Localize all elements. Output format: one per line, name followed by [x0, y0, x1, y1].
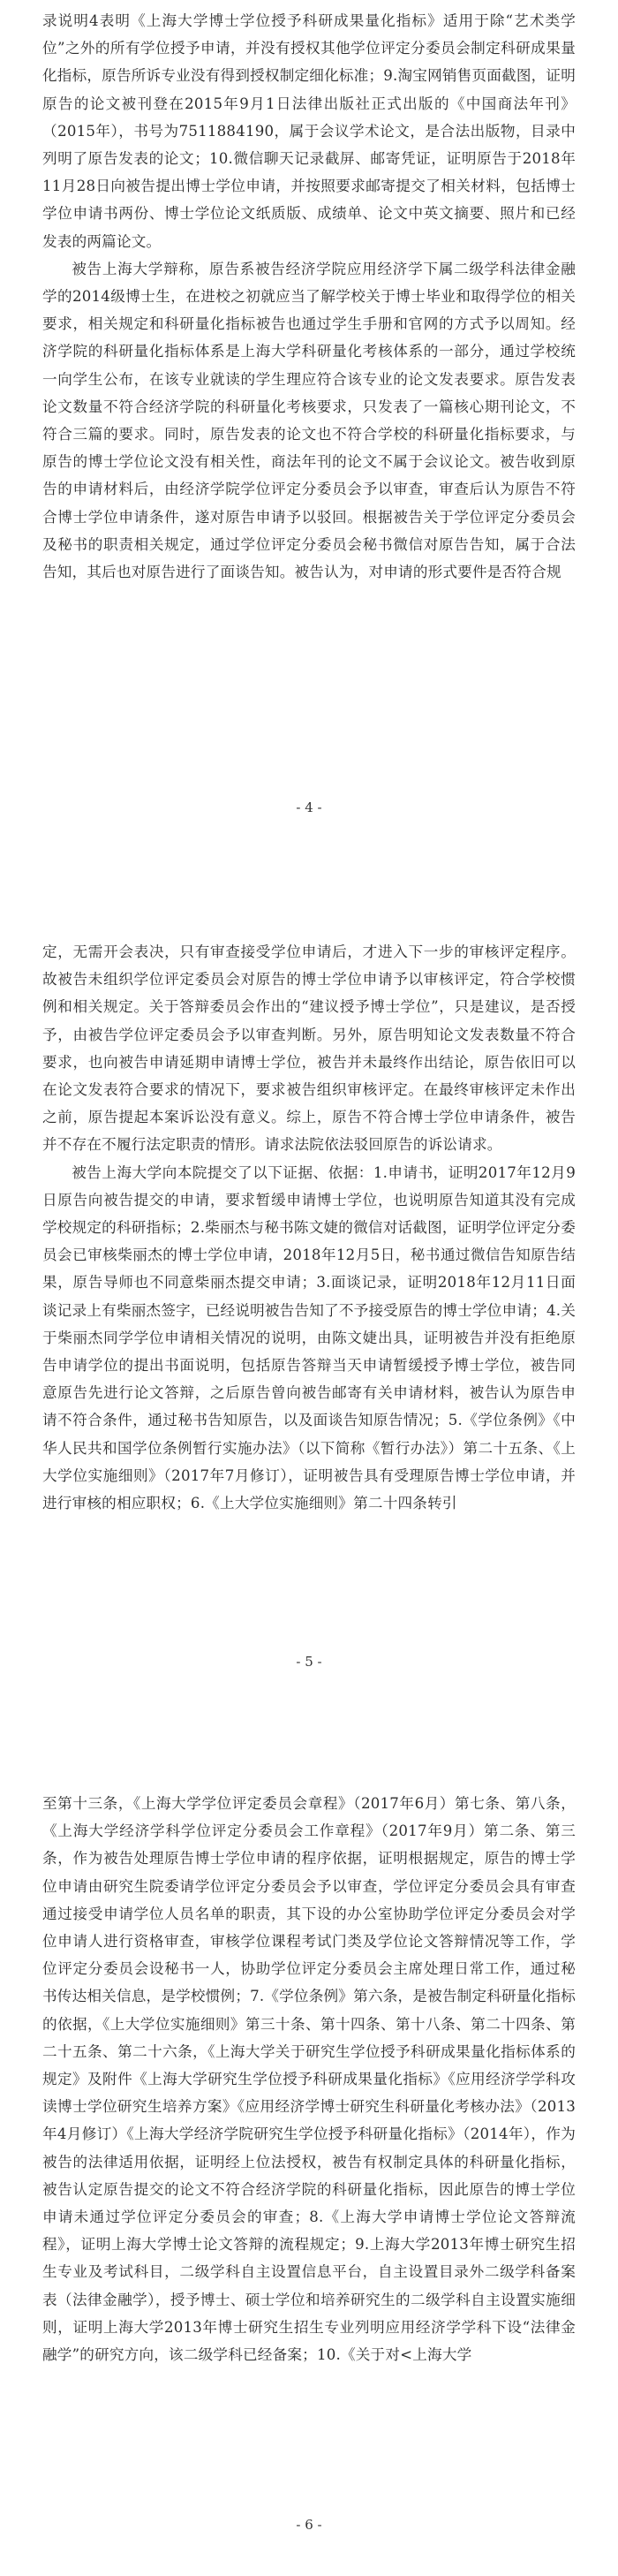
- page-number: - 5 -: [296, 1654, 322, 1670]
- page-number: - 6 -: [296, 2517, 322, 2533]
- page-number: - 4 -: [296, 799, 322, 815]
- document-page-6: [0, 1717, 618, 2576]
- page-body: [42, 7, 576, 586]
- document-page-4: [0, 0, 618, 859]
- page-body: [42, 938, 576, 1517]
- paragraph: 录说明4表明《上海大学博士学位授予科研成果量化指标》适用于除“艺术类学位”之外的所有学位授予申请，并没有授权其他学位评定分委员会制定科研成果量化指标，原告所诉专业没有得到授权制定细化标准；9.淘宝网销售页面截图，证明原告的论文被刊登在2015年9月1日法律出版社正式出版的《中国商法年刊》（2015年），书号为7511884190，属于会议学术论文，是合法出版物，目录中列明了原告发表的论文；10.微信聊天记录截屏、邮寄凭证，证明原告于2018年11月28日向被告提出博士学位申请，并按照要求邮寄提交了相关材料，包括博士学位申请书两份、博士学位论文纸质版、成绩单、论文中英文摘要、照片和已经发表的两篇论文。: [42, 12, 577, 250]
- paragraph: 至第十三条，《上海大学学位评定委员会章程》（2017年6月）第七条、第八条，《上海大学经济学科学位评定分委员会工作章程》（2017年9月）第二条、第三条，作为被告处理原告博士学位申请的程序依据，证明根据规定，原告的博士学位申请由研究生院委请学位评定分委员会予以审查，学位评定分委员会具有审查通过接受申请学位人员名单的职责，其下设的办公室协助学位评定分委员会对学位申请人进行资格审查，审核学位课程考试门类及学位论文答辩情况等工作，学位评定分委员会设秘书一人，协助学位评定分委员会主席处理日常工作，通过秘书传达相关信息，是学校惯例；7.《学位条例》第六条，是被告制定科研量化指标的依据，《上大学位实施细则》第三十条、第十四条、第十八条、第二十四条、第二十五条、第二十六条，《上海大学关于研究生学位授予科研成果量化指标体系的规定》及附件《上海大学研究生学位授予科研成果量化指标》《应用经济学学科攻读博士学位研究生培养方案》《应用经济学博士研究生科研量化考核办法》（2013年4月修订）《上海大学经济学院研究生学位授予科研量化指标》（2014年），作为被告的法律适用依据，证明经上位法授权，被告有权制定具体的科研量化指标，被告认定原告提交的论文不符合经济学院的科研量化指标，因此原告的博士学位申请未通过学位评定分委员会的审查；8.《上海大学申请博士学位论文答辩流程》，证明上海大学博士论文答辩的流程规定；9.上海大学2013年博士研究生招生专业及考试科目，二级学科自主设置信息平台，自主设置目录外二级学科备案表（法律金融学），授予博士、硕士学位和培养研究生的二级学科自主设置实施细则，证明上海大学2013年博士研究生招生专业列明应用经济学学科下设“法律金融学”的研究方向，该二级学科已经备案；10.《关于对<上海大学: [42, 1795, 577, 2364]
- paragraph: 定，无需开会表决，只有审查接受学位申请后，才进入下一步的审核评定程序。故被告未组织学位评定委员会对原告的博士学位申请予以审核评定，符合学校惯例和相关规定。关于答辩委员会作出的“建议授予博士学位”，只是建议，是否授予，由被告学位评定委员会予以审查判断。另外，原告明知论文发表数量不符合要求，也向被告申请延期申请博士学位，被告并未最终作出结论，原告依旧可以在论文发表符合要求的情况下，要求被告组织审核评定。在最终审核评定未作出之前，原告提起本案诉讼没有意义。综上，原告不符合博士学位申请条件，被告并不存在不履行法定职责的情形。请求法院依法驳回原告的诉讼请求。: [42, 943, 576, 1154]
- document-page-5: [0, 859, 618, 1717]
- paragraph: 被告上海大学向本院提交了以下证据、依据：1.申请书，证明2017年12月9日原告向被告提交的申请，要求暂缓申请博士学位，也说明原告知道其没有完成学校规定的科研指标；2.柴丽杰与秘书陈文婕的微信对话截图，证明学位评定分委员会已审核柴丽杰的博士学位申请，2018年12月5日，秘书通过微信告知原告结果，原告导师也不同意柴丽杰提交申请；3.面谈记录，证明2018年12月11日面谈记录上有柴丽杰签字，已经说明被告告知了不予接受原告的博士学位申请；4.关于柴丽杰同学学位申请相关情况的说明，由陈文婕出具，证明被告并没有拒绝原告申请学位的提出书面说明，包括原告答辩当天申请暂缓授予博士学位，被告同意原告先进行论文答辩，之后原告曾向被告邮寄有关申请材料，被告认为原告申请不符合条件，通过秘书告知原告，以及面谈告知原告情况；5.《学位条例》《中华人民共和国学位条例暂行实施办法》（以下简称《暂行办法》）第二十五条、《上大学位实施细则》（2017年7月修订），证明被告具有受理原告博士学位申请，并进行审核的相应职权；6.《上大学位实施细则》第二十四条转引: [42, 1163, 577, 1512]
- page-body: [42, 1790, 576, 2368]
- paragraph: 被告上海大学辩称，原告系被告经济学院应用经济学下属二级学科法律金融学的2014级博士生，在进校之初就应当了解学校关于博士毕业和取得学位的相关要求，相关规定和科研量化指标被告也通过学生手册和官网的方式予以周知。经济学院的科研量化指标体系是上海大学科研量化考核体系的一部分，通过学校统一向学生公布，在该专业就读的学生理应符合该专业的论文发表要求。原告发表论文数量不符合经济学院的科研量化考核要求，只发表了一篇核心期刊论文，不符合三篇的要求。同时，原告发表的论文也不符合学校的科研量化指标要求，与原告的博士学位论文没有相关性，商法年刊的论文不属于会议论文。被告收到原告的申请材料后，由经济学院学位评定分委员会予以审查，审查后认为原告不符合博士学位申请条件，遂对原告申请予以驳回。根据被告关于学位评定分委员会及秘书的职责相关规定，通过学位评定分委员会秘书微信对原告告知，属于合法告知，其后也对原告进行了面谈告知。被告认为，对申请的形式要件是否符合规: [42, 260, 576, 581]
